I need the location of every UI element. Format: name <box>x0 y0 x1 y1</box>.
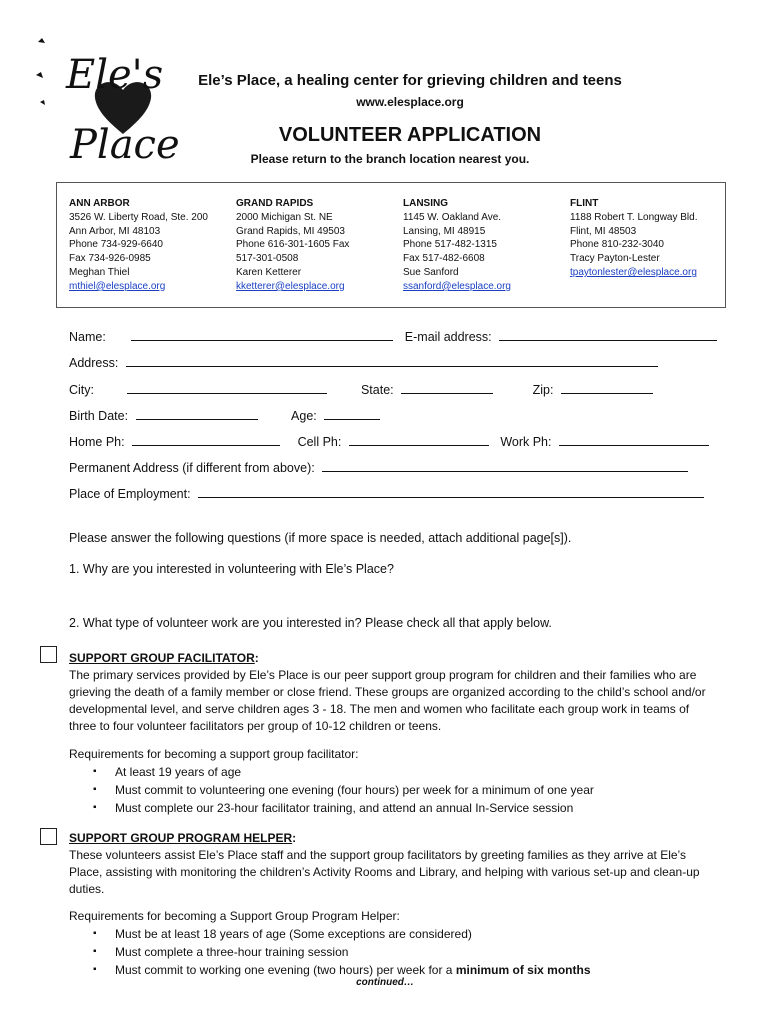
cell-phone-label: Cell Ph: <box>297 435 342 449</box>
branch-line: 517-301-0508 <box>236 253 299 265</box>
branch-line: Ann Arbor, MI 48103 <box>69 225 161 237</box>
branch-line: Phone 616-301-1605 Fax <box>236 239 350 251</box>
bullet-icon: ▪ <box>93 766 97 777</box>
branch-name: ANN ARBOR <box>69 198 130 209</box>
zip-field[interactable] <box>561 381 653 394</box>
header-title: Ele’s Place, a healing center for grieving children and teens <box>198 72 622 89</box>
name-email-row <box>69 328 717 344</box>
facilitator-req-item: ▪ Must commit to volunteering one evening (four hours) per week for a minimum of one year <box>93 783 594 797</box>
branch-line: Fax 517-482-6608 <box>403 253 485 265</box>
city-label: City: <box>69 383 94 397</box>
header-url[interactable]: www.elesplace.org <box>356 95 464 109</box>
employment-label: Place of Employment: <box>69 487 191 501</box>
cell-phone-field[interactable] <box>349 433 489 446</box>
bullet-icon: ▪ <box>93 802 97 813</box>
age-field[interactable] <box>324 407 380 420</box>
branch-line: Grand Rapids, MI 49503 <box>236 225 345 237</box>
helper-req-item: ▪ Must complete a three-hour training session <box>93 945 349 959</box>
email-field[interactable] <box>499 328 717 341</box>
branch-locations-table <box>56 182 726 308</box>
branch-line: Sue Sanford <box>403 266 459 278</box>
permanent-address-field[interactable] <box>322 459 688 472</box>
helper-req-item: ▪ Must commit to working one evening (two hours) per week for a minimum of six months <box>93 963 591 977</box>
state-label: State: <box>360 383 394 397</box>
bullet-icon: ▪ <box>93 946 97 957</box>
facilitator-req-item: ▪ Must complete our 23-hour facilitator training, and attend an annual In-Service session <box>93 801 574 815</box>
eles-place-logo <box>28 30 178 170</box>
zip-label: Zip: <box>532 383 554 397</box>
email-label: E-mail address: <box>404 330 492 344</box>
branch-line: Tracy Payton-Lester <box>570 253 660 265</box>
bullet-icon: ▪ <box>93 784 97 795</box>
branch-line: 2000 Michigan St. NE <box>236 211 333 223</box>
questions-intro: Please answer the following questions (if more space is needed, attach additional page[s]). <box>69 531 572 545</box>
facilitator-title: SUPPORT GROUP FACILITATOR <box>69 651 255 665</box>
home-phone-label: Home Ph: <box>69 435 125 449</box>
branch-line: 1145 W. Oakland Ave. <box>403 211 502 223</box>
branch-line: Karen Ketterer <box>236 266 302 278</box>
facilitator-description: The primary services provided by Ele’s Place is our peer support group program for children and their families who are grieving the death of a family member or close friend. These groups are organized according to the child’s school and/or developmental level, and serve children ages 3 - 18. The men and women who facilitate each group work in teams of three to four volunteer facilitators per group of 10-12 children or teens. <box>69 668 706 733</box>
age-label: Age: <box>291 409 317 423</box>
helper-title: SUPPORT GROUP PROGRAM HELPER <box>69 831 293 845</box>
birth-age-row <box>69 407 380 423</box>
branch-line: 1188 Robert T. Longway Bld. <box>570 211 698 223</box>
branch-email-link[interactable]: ssanford@elesplace.org <box>403 280 511 292</box>
employment-row <box>69 485 704 501</box>
svg-text:Ele's: Ele's <box>66 52 164 98</box>
bullet-icon: ▪ <box>93 928 97 939</box>
branch-line: Phone 734-929-6640 <box>69 239 163 251</box>
branch-line: Phone 810-232-3040 <box>570 239 664 251</box>
helper-section: SUPPORT GROUP PROGRAM HELPER: These volunteers assist Ele’s Place staff and the support group facilitators by greeting families as they arrive at Ele’s Place, assisting with monitoring the children’s Activity Rooms and Library, and helping with various set-up and clean-up duties. <box>69 830 709 898</box>
helper-req-item: ▪ Must be at least 18 years of age (Some exceptions are considered) <box>93 927 472 941</box>
birth-date-label: Birth Date: <box>69 409 129 423</box>
bullet-icon: ▪ <box>93 964 97 975</box>
employment-field[interactable] <box>198 485 704 498</box>
branch-email-link[interactable]: tpaytonlester@elesplace.org <box>570 266 697 278</box>
branch-name: FLINT <box>570 198 599 209</box>
home-phone-field[interactable] <box>132 433 280 446</box>
branch-flint <box>558 183 725 307</box>
question-1: 1. Why are you interested in volunteering with Ele’s Place? <box>69 562 394 576</box>
branch-grand-rapids <box>224 183 391 307</box>
phone-row <box>69 433 709 449</box>
facilitator-req-intro: Requirements for becoming a support group facilitator: <box>69 747 359 761</box>
helper-requirements <box>69 908 709 979</box>
branch-line: Fax 734-926-0985 <box>69 253 151 265</box>
helper-description: These volunteers assist Ele’s Place staff and the support group facilitators by greeting families as they arrive at Ele’s Place, assisting with monitoring the children’s Activity Rooms and Library, and helping with various set-up and clean-up duties. <box>69 848 700 896</box>
name-field[interactable] <box>131 328 393 341</box>
branch-line: Flint, MI 48503 <box>570 225 637 237</box>
branch-line: Meghan Thiel <box>69 266 130 278</box>
branch-name: LANSING <box>403 198 448 209</box>
helper-req-intro: Requirements for becoming a Support Group Program Helper: <box>69 909 400 923</box>
branch-ann-arbor <box>57 183 224 307</box>
facilitator-section: SUPPORT GROUP FACILITATOR: The primary services provided by Ele’s Place is our peer support group program for children and their families who are grieving the death of a family member or close friend. These groups are organized according to the child’s school and/or developmental level, and serve children ages 3 - 18. The men and women who facilitate each group work in teams of three to four volunteer facilitators per group of 10-12 children or teens. <box>69 650 709 735</box>
svg-text:Place: Place <box>70 122 178 168</box>
return-note: Please return to the branch location nearest you. <box>250 152 530 166</box>
birth-date-field[interactable] <box>136 407 258 420</box>
work-phone-field[interactable] <box>559 433 709 446</box>
address-label: Address: <box>69 356 119 370</box>
branch-line: Phone 517-482-1315 <box>403 239 497 251</box>
continued-note: continued… <box>356 977 414 988</box>
question-2: 2. What type of volunteer work are you interested in? Please check all that apply below. <box>69 616 552 630</box>
branch-email-link[interactable]: mthiel@elesplace.org <box>69 280 166 292</box>
branch-line: Lansing, MI 48915 <box>403 225 486 237</box>
state-field[interactable] <box>401 381 493 394</box>
city-state-zip-row <box>69 381 653 397</box>
work-phone-label: Work Ph: <box>500 435 552 449</box>
permanent-address-row <box>69 459 688 475</box>
application-title: VOLUNTEER APPLICATION <box>278 124 542 146</box>
city-field[interactable] <box>127 381 327 394</box>
branch-lansing <box>391 183 558 307</box>
helper-checkbox[interactable] <box>40 828 57 845</box>
branch-name: GRAND RAPIDS <box>236 198 314 209</box>
facilitator-req-item: ▪ At least 19 years of age <box>93 765 242 779</box>
name-label: Name: <box>69 330 106 344</box>
branch-line: 3526 W. Liberty Road, Ste. 200 <box>69 211 208 223</box>
facilitator-requirements <box>69 746 709 817</box>
branch-email-link[interactable]: kketterer@elesplace.org <box>236 280 345 292</box>
facilitator-checkbox[interactable] <box>40 646 57 663</box>
address-row <box>69 354 658 370</box>
address-field[interactable] <box>126 354 658 367</box>
permanent-address-label: Permanent Address (if different from above): <box>69 461 315 475</box>
